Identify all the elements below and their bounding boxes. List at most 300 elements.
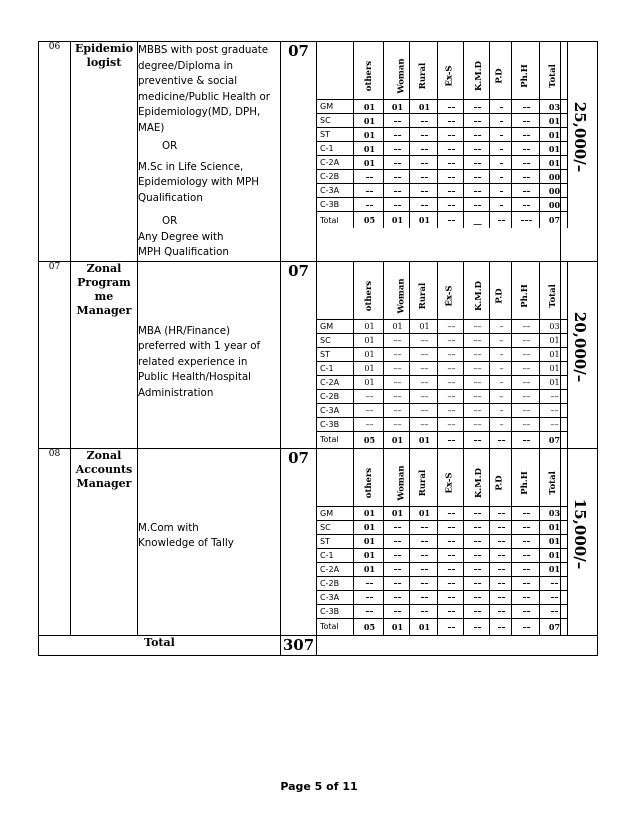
reservation-cell: ––: [383, 520, 409, 534]
qualification-line: Epidemiology with MPH: [138, 176, 259, 188]
reservation-cell: ––: [437, 100, 463, 114]
post-name-line: Manager: [76, 303, 132, 317]
column-header-label: others: [363, 467, 374, 498]
reservation-cell: ––: [383, 590, 409, 604]
header-blank: [317, 42, 353, 100]
category-label: C-3A: [317, 403, 353, 417]
reservation-cell: ––: [511, 100, 539, 114]
reservation-row: [317, 347, 567, 361]
reservation-row: [317, 403, 567, 417]
post-row: [39, 261, 598, 448]
column-header-label: P.D: [494, 68, 505, 84]
column-header-label: K.M.D: [473, 467, 484, 498]
column-header: [437, 42, 463, 100]
reservation-cell: 01: [409, 431, 437, 448]
qualification-line: Public Health/Hospital: [138, 371, 252, 383]
reservation-cell: –: [489, 198, 511, 212]
reservation-row: [317, 114, 567, 128]
reservation-cell: ––: [539, 590, 567, 604]
reservation-cell: ––: [437, 114, 463, 128]
reservation-cell: ––: [539, 576, 567, 590]
post-name-line: logist: [86, 56, 122, 69]
reservation-cell: 01: [353, 361, 383, 375]
reservation-cell: 01: [539, 375, 567, 389]
reservation-cell: ––: [353, 576, 383, 590]
reservation-cell: 01: [353, 534, 383, 548]
reservation-cell: ––: [409, 333, 437, 347]
reservation-cell: ––: [437, 347, 463, 361]
vacancy-count: 07: [281, 448, 317, 635]
reservation-cell: ––: [409, 389, 437, 403]
qualification-line: Qualification: [138, 191, 203, 204]
reservation-row: [317, 506, 567, 520]
qualification-line: MAE): [138, 121, 165, 134]
qualification-line: MBBS with post graduate: [138, 44, 269, 56]
reservation-cell: ––: [511, 403, 539, 417]
reservation-cell: ––: [383, 562, 409, 576]
grand-total-row: [39, 635, 598, 655]
reservation-row: [317, 142, 567, 156]
reservation-cell: ––: [409, 417, 437, 431]
category-label: C-3A: [317, 590, 353, 604]
reservation-cell: 01: [409, 212, 437, 229]
column-header: [489, 42, 511, 100]
category-label: SC: [317, 114, 353, 128]
reservation-cell: ––: [353, 184, 383, 198]
reservation-cell: ––: [409, 198, 437, 212]
reservation-cell: ––: [437, 548, 463, 562]
reservation-row: [317, 618, 567, 635]
reservation-cell: –: [489, 375, 511, 389]
column-header-label: Ph.H: [520, 283, 530, 308]
reservation-cell: ––: [511, 534, 539, 548]
qualification: [138, 261, 281, 448]
reservation-cell: ––: [383, 375, 409, 389]
reservation-cell: ––: [383, 417, 409, 431]
reservation-cell: ––: [437, 534, 463, 548]
reservation-cell: ––: [511, 184, 539, 198]
reservation-cell: ––: [511, 506, 539, 520]
qualification-line: Administration: [138, 386, 214, 399]
reservation-cell: –: [489, 142, 511, 156]
salary-amount: 15,000/–: [570, 498, 589, 570]
reservation-cell: ––: [437, 128, 463, 142]
reservation-cell: ––: [489, 618, 511, 635]
category-label: Total: [317, 431, 353, 448]
reservation-cell: ––: [463, 604, 489, 618]
reservation-cell: ––: [463, 520, 489, 534]
reservation-cell: 01: [383, 100, 409, 114]
reservation-cell: –: [489, 114, 511, 128]
column-header: [463, 449, 489, 507]
reservation-cell: –: [489, 347, 511, 361]
reservation-cell: ––: [489, 506, 511, 520]
reservation-cell: ––: [409, 361, 437, 375]
reservation-cell: ––: [353, 604, 383, 618]
reservation-cell: –: [489, 128, 511, 142]
reservation-cell: ––: [463, 562, 489, 576]
category-label: C-2A: [317, 562, 353, 576]
reservation-cell: 01: [539, 114, 567, 128]
reservation-cell: ––: [463, 618, 489, 635]
qualification-line: M.Sc in Life Science,: [138, 160, 244, 173]
reservation-cell: 05: [353, 618, 383, 635]
reservation-cell: ––: [463, 170, 489, 184]
reservation-cell: ––: [463, 548, 489, 562]
reservation-cell: 03: [539, 506, 567, 520]
reservation-cell: 01: [539, 347, 567, 361]
qualification-line: OR: [162, 140, 178, 152]
reservation-cell: 01: [353, 114, 383, 128]
salary-amount: 20,000/–: [570, 311, 589, 382]
column-header-label: Rural: [418, 282, 428, 309]
reservation-cell: 01: [539, 361, 567, 375]
reservation-cell: ––: [511, 431, 539, 448]
reservation-cell: 05: [353, 212, 383, 229]
reservation-cell: ––: [463, 375, 489, 389]
reservation-cell: ––: [437, 361, 463, 375]
category-label: C-3B: [317, 417, 353, 431]
reservation-cell: 01: [353, 506, 383, 520]
reservation-row: [317, 156, 567, 170]
reservation-cell: ––: [489, 590, 511, 604]
reservation-cell: 01: [353, 375, 383, 389]
reservation-cell: ––: [489, 548, 511, 562]
column-header: [353, 262, 383, 320]
qualification: [138, 448, 281, 635]
reservation-row: [317, 184, 567, 198]
reservation-cell: __: [463, 212, 489, 229]
column-header-label: others: [363, 280, 374, 311]
reservation-cell: 01: [353, 333, 383, 347]
reservation-cell: ––: [437, 212, 463, 229]
qualification: [138, 42, 281, 262]
reservation-row: [317, 375, 567, 389]
recruitment-table: [38, 41, 598, 656]
reservation-cell: –––: [511, 212, 539, 229]
reservation-cell: ––: [437, 389, 463, 403]
column-header-label: Rural: [418, 62, 428, 90]
reservation-cell: ––: [463, 319, 489, 333]
column-header-label: Total: [548, 470, 558, 495]
qualification-line: MBA (HR/Finance): [138, 324, 231, 337]
reservation-cell: ––: [409, 170, 437, 184]
reservation-cell: ––: [383, 389, 409, 403]
reservation-cell: ––: [511, 389, 539, 403]
grand-total-label: Total: [39, 635, 281, 655]
reservation-cell: ––: [437, 562, 463, 576]
reservation-row: [317, 319, 567, 333]
reservation-cell: ––: [463, 333, 489, 347]
reservation-cell: 01: [539, 534, 567, 548]
reservation-cell: ––: [409, 520, 437, 534]
reservation-cell: ––: [437, 142, 463, 156]
reservation-row: [317, 548, 567, 562]
reservation-row: [317, 520, 567, 534]
reservation-cell: 01: [383, 431, 409, 448]
reservation-cell: –: [489, 361, 511, 375]
reservation-cell: 01: [539, 520, 567, 534]
category-label: C-3B: [317, 198, 353, 212]
reservation-row: [317, 212, 567, 229]
reservation-cell: 01: [353, 347, 383, 361]
reservation-cell: ––: [437, 590, 463, 604]
reservation-table: [317, 262, 568, 448]
column-header: [489, 449, 511, 507]
serial-number: 07: [39, 261, 71, 448]
grand-total-blank: [317, 635, 598, 655]
reservation-row: [317, 361, 567, 375]
reservation-cell: 01: [409, 506, 437, 520]
category-label: Total: [317, 618, 353, 635]
column-header: [511, 42, 539, 100]
reservation-cell: ––: [463, 389, 489, 403]
reservation-cell: ––: [463, 576, 489, 590]
reservation-cell: ––: [539, 389, 567, 403]
post-name-line: Zonal: [86, 448, 122, 462]
reservation-row: [317, 170, 567, 184]
reservation-cell: ––: [383, 534, 409, 548]
category-label: C-2B: [317, 170, 353, 184]
reservation-cell: ––: [539, 417, 567, 431]
column-header-label: Ph.H: [520, 64, 530, 88]
reservation-cell: ––: [463, 100, 489, 114]
reservation-cell: ––: [437, 375, 463, 389]
column-header: [409, 42, 437, 100]
post-row: [39, 42, 598, 262]
column-header-label: K.M.D: [473, 60, 484, 92]
column-header: [409, 262, 437, 320]
reservation-cell: ––: [409, 142, 437, 156]
reservation-cell: 01: [353, 319, 383, 333]
reservation-cell: ––: [511, 114, 539, 128]
reservation-cell: ––: [511, 333, 539, 347]
post-name-line: Program: [77, 275, 131, 289]
column-header: [383, 262, 409, 320]
reservation-cell: 01: [353, 128, 383, 142]
column-header-label: Ex-S: [444, 471, 455, 494]
reservation-cell: –: [489, 389, 511, 403]
reservation-cell: ––: [383, 114, 409, 128]
reservation-cell: ––: [463, 361, 489, 375]
reservation-cell: –: [489, 170, 511, 184]
category-label: C-2B: [317, 389, 353, 403]
reservation-cell: 03: [539, 100, 567, 114]
column-header: [437, 262, 463, 320]
category-label: ST: [317, 128, 353, 142]
reservation-cell: ––: [383, 361, 409, 375]
category-label: SC: [317, 333, 353, 347]
reservation-cell: ––: [463, 431, 489, 448]
reservation-cell: ––: [409, 156, 437, 170]
reservation-cell: ––: [511, 548, 539, 562]
column-header: [437, 449, 463, 507]
reservation-cell: ––: [383, 156, 409, 170]
reservation-cell: ––: [511, 375, 539, 389]
reservation-cell: ––: [383, 198, 409, 212]
reservation-cell: 03: [539, 319, 567, 333]
post-name-line: me: [94, 289, 114, 303]
reservation-cell: ––: [511, 417, 539, 431]
reservation-cell: –: [489, 403, 511, 417]
qualification-line: medicine/Public Health or: [138, 90, 270, 103]
reservation-cell: 01: [383, 618, 409, 635]
reservation-cell: ––: [511, 590, 539, 604]
column-header-label: Ex-S: [444, 65, 455, 87]
vacancy-count: 07: [281, 42, 317, 262]
header-blank: [317, 262, 353, 320]
reservation-cell: 01: [353, 156, 383, 170]
reservation-cell: 01: [539, 156, 567, 170]
reservation-cell: ––: [437, 198, 463, 212]
category-label: GM: [317, 319, 353, 333]
reservation-cell: ––: [489, 520, 511, 534]
reservation-cell: ––: [511, 562, 539, 576]
reservation-cell: ––: [463, 156, 489, 170]
column-header: [409, 449, 437, 507]
reservation-cell: ––: [437, 576, 463, 590]
reservation-row: [317, 389, 567, 403]
qualification-line: Knowledge of Tally: [138, 537, 234, 549]
column-header-label: others: [363, 60, 374, 92]
reservation-cell: 01: [353, 142, 383, 156]
reservation-cell: 01: [353, 520, 383, 534]
reservation-table: [317, 449, 568, 635]
reservation-cell: ––: [383, 128, 409, 142]
reservation-cell: ––: [511, 347, 539, 361]
post-name: [71, 42, 138, 262]
reservation-cell: 07: [539, 431, 567, 448]
reservation-cell: ––: [383, 576, 409, 590]
reservation-cell: ––: [409, 403, 437, 417]
reservation-cell: ––: [353, 198, 383, 212]
post-row: [39, 448, 598, 635]
reservation-row: [317, 604, 567, 618]
reservation-row: [317, 100, 567, 114]
reservation-cell: 01: [383, 212, 409, 229]
post-name: [71, 261, 138, 448]
qualification-line: OR: [162, 215, 178, 227]
reservation-cell: ––: [489, 212, 511, 229]
category-label: Total: [317, 212, 353, 229]
reservation-cell: ––: [409, 590, 437, 604]
reservation-cell: ––: [409, 548, 437, 562]
reservation-cell: 00: [539, 184, 567, 198]
reservation-cell: ––: [463, 506, 489, 520]
reservation-row: [317, 590, 567, 604]
column-header: [383, 42, 409, 100]
reservation-cell: ––: [353, 170, 383, 184]
reservation-cell: ––: [437, 618, 463, 635]
reservation-cell: 07: [539, 212, 567, 229]
reservation-row: [317, 333, 567, 347]
reservation-row: [317, 128, 567, 142]
reservation-cell: –: [489, 319, 511, 333]
category-label: GM: [317, 506, 353, 520]
reservation-cell: ––: [463, 347, 489, 361]
qualification-line: MPH Qualification: [138, 246, 229, 258]
qualification-line: preventive & social: [138, 75, 238, 87]
reservation-cell: ––: [383, 604, 409, 618]
reservation-cell: ––: [353, 403, 383, 417]
reservation-row: [317, 562, 567, 576]
reservation-cell: 01: [353, 100, 383, 114]
post-name-line: Accounts: [75, 462, 133, 476]
serial-number: 08: [39, 448, 71, 635]
category-label: C-3B: [317, 604, 353, 618]
category-label: C-2A: [317, 375, 353, 389]
reservation-cell: 01: [539, 333, 567, 347]
reservation-cell: ––: [539, 604, 567, 618]
category-label: C-2A: [317, 156, 353, 170]
reservation-cell: ––: [511, 361, 539, 375]
reservation-cell: ––: [437, 184, 463, 198]
column-header: [463, 42, 489, 100]
reservation-cell: ––: [463, 534, 489, 548]
serial-number: 06: [39, 42, 71, 262]
reservation-cell: 01: [409, 319, 437, 333]
reservation-cell: ––: [383, 170, 409, 184]
category-label: C-1: [317, 548, 353, 562]
reservation-cell: ––: [383, 184, 409, 198]
column-header-label: Woman: [396, 464, 407, 501]
category-label: C-1: [317, 361, 353, 375]
reservation-cell: ––: [437, 319, 463, 333]
reservation-cell: –: [489, 100, 511, 114]
reservation-cell: 05: [353, 431, 383, 448]
reservation-cell: ––: [463, 403, 489, 417]
reservation-row: [317, 431, 567, 448]
reservation-cell: ––: [511, 319, 539, 333]
reservation-cell: ––: [353, 389, 383, 403]
reservation-cell: ––: [383, 403, 409, 417]
post-name-line: Zonal: [86, 261, 122, 275]
reservation-cell: ––: [353, 590, 383, 604]
reservation-cell: ––: [463, 142, 489, 156]
reservation-cell: ––: [437, 604, 463, 618]
reservation-cell: –: [489, 417, 511, 431]
reservation-cell: ––: [511, 142, 539, 156]
reservation-cell: ––: [489, 534, 511, 548]
reservation-cell: ––: [409, 184, 437, 198]
reservation-cell: ––: [437, 403, 463, 417]
reservation-cell: ––: [463, 417, 489, 431]
column-header-label: Total: [548, 64, 558, 88]
reservation-cell: ––: [489, 431, 511, 448]
reservation-cell: 01: [539, 128, 567, 142]
reservation-cell: ––: [463, 114, 489, 128]
category-label: C-2B: [317, 576, 353, 590]
reservation-cell: ––: [489, 604, 511, 618]
reservation-cell: ––: [437, 520, 463, 534]
column-header: [511, 262, 539, 320]
reservation-cell: ––: [463, 128, 489, 142]
reservation-cell: 01: [539, 562, 567, 576]
reservation-table: [317, 42, 568, 228]
reservation-cell: ––: [409, 576, 437, 590]
reservation-cell: ––: [511, 576, 539, 590]
reservation-cell: ––: [511, 170, 539, 184]
category-label: C-3A: [317, 184, 353, 198]
reservation-cell: 01: [539, 548, 567, 562]
reservation-row: [317, 417, 567, 431]
salary: [561, 42, 598, 262]
reservation-cell: 01: [409, 618, 437, 635]
reservation-row: [317, 576, 567, 590]
category-label: GM: [317, 100, 353, 114]
column-header-label: K.M.D: [473, 280, 484, 311]
category-label: C-1: [317, 142, 353, 156]
